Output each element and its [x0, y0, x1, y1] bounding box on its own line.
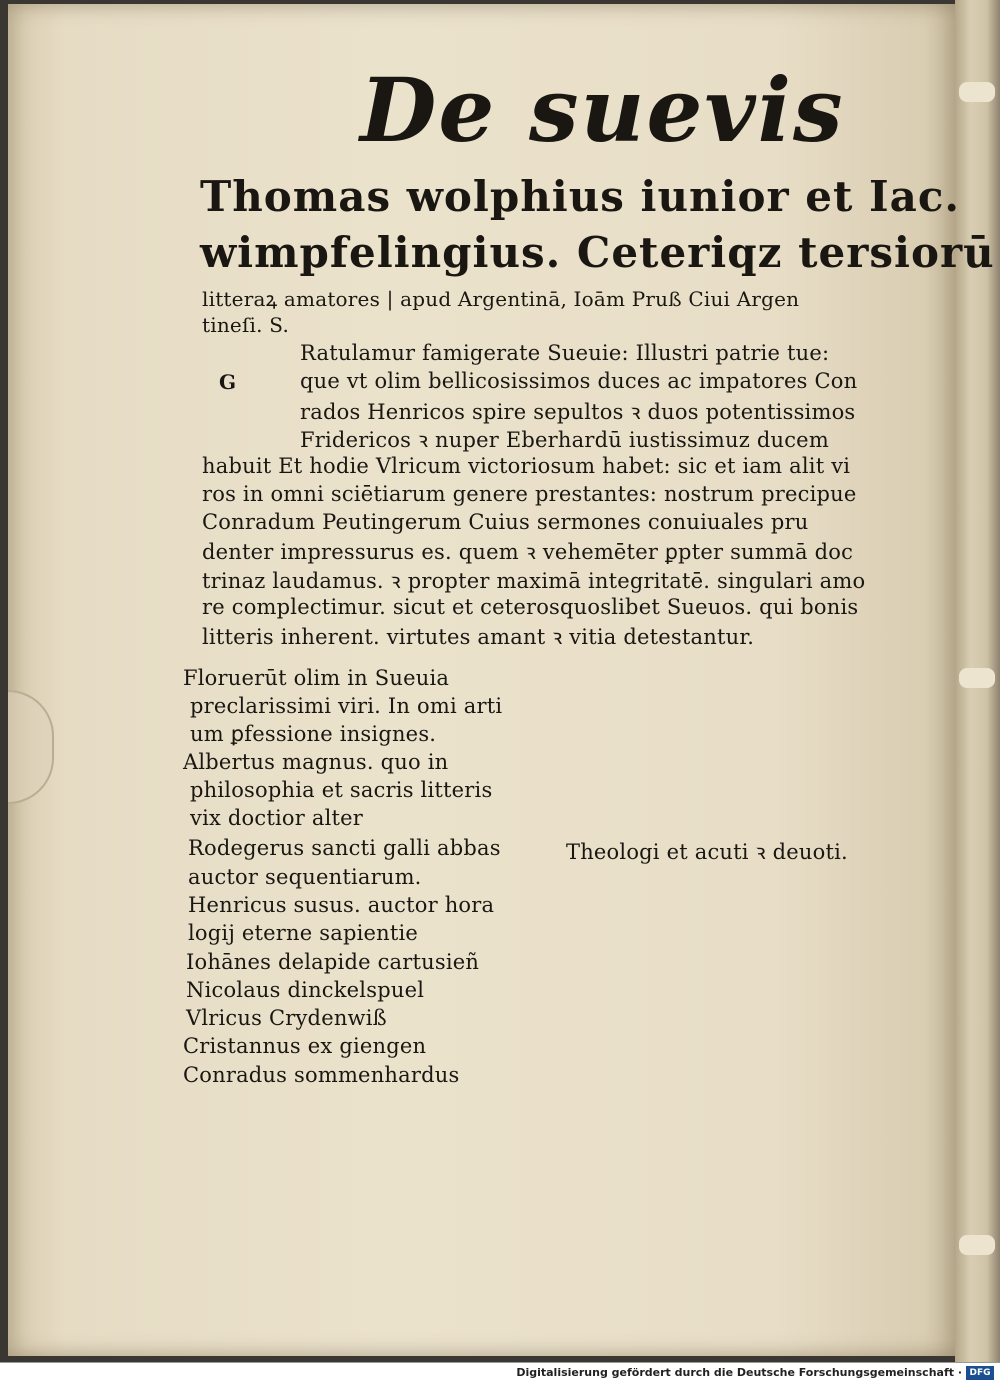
paragraph-line: rados Henricos spire sepultos ꝛ duos potentissimos	[300, 400, 856, 424]
list-line: philosophia et sacris litteris	[190, 778, 493, 802]
paragraph-line: que vt olim bellicosissimos duces ac impatores Con	[300, 369, 858, 393]
drop-initial: G	[219, 370, 237, 394]
list-line: Nicolaus dinckelspuel	[186, 978, 425, 1002]
paragraph-line: ros in omni sciētiarum genere prestantes: nostrum precipue	[202, 482, 857, 506]
address-line: litteraꝝ amatores | apud Argentinā, Ioām Pruß Ciui Argen	[202, 287, 800, 311]
digitization-footer	[0, 1362, 1000, 1384]
dfg-logo: DFG	[966, 1366, 994, 1380]
list-line: preclarissimi viri. In omi arti	[190, 694, 503, 718]
list-line: Conradus sommenhardus	[183, 1063, 460, 1087]
side-note: Theologi et acuti ꝛ deuoti.	[566, 840, 848, 864]
list-line: vix doctior alter	[190, 806, 363, 830]
list-line: Albertus magnus. quo in	[183, 750, 449, 774]
next-page-edge	[955, 0, 1000, 1362]
list-line: Vlricus Crydenwiß	[186, 1006, 387, 1030]
paragraph-line: trinaz laudamus. ꝛ propter maximā integritatē. singulari amo	[202, 569, 866, 593]
list-line: Henricus susus. auctor hora	[188, 893, 495, 917]
list-line: um ꝑfessione insignes.	[190, 722, 437, 746]
list-line: logij eterne sapientie	[188, 921, 419, 945]
paragraph-line: Fridericos ꝛ nuper Eberhardū iustissimuz ducem	[300, 428, 829, 452]
paragraph-line: Ratulamur famigerate Sueuie: Illustri patrie tue:	[300, 341, 830, 365]
list-line: Cristannus ex giengen	[183, 1034, 427, 1058]
page-title: De suevis	[360, 58, 845, 162]
paragraph-line: denter impressurus es. quem ꝛ vehemēter ꝑpter summā doc	[202, 540, 854, 564]
list-line: Iohānes delapide cartusieñ	[186, 950, 480, 974]
address-line: tineſi. S.	[202, 313, 290, 337]
footer-credit: Digitalisierung gefördert durch die Deutsche Forschungsgemeinschaft ·	[516, 1366, 962, 1379]
paragraph-line: habuit Et hodie Vlricum victoriosum habet: sic et iam alit vi	[202, 454, 851, 478]
list-line: auctor sequentiarum.	[188, 865, 422, 889]
heading-line-1: Thomas wolphius iunior et Iac.	[200, 172, 961, 221]
list-line: Rodegerus sancti galli abbas	[188, 836, 501, 860]
paragraph-line: re complectimur. sicut et ceterosquoslibet Sueuos. qui bonis	[202, 595, 859, 619]
heading-line-2: wimpfelingius. Ceteriqz tersiorū	[200, 228, 995, 277]
list-line: Floruerūt olim in Sueuia	[183, 666, 450, 690]
paragraph-line: litteris inherent. virtutes amant ꝛ vitia detestantur.	[202, 625, 755, 649]
paragraph-line: Conradum Peutingerum Cuius sermones conuiuales pru	[202, 510, 809, 534]
